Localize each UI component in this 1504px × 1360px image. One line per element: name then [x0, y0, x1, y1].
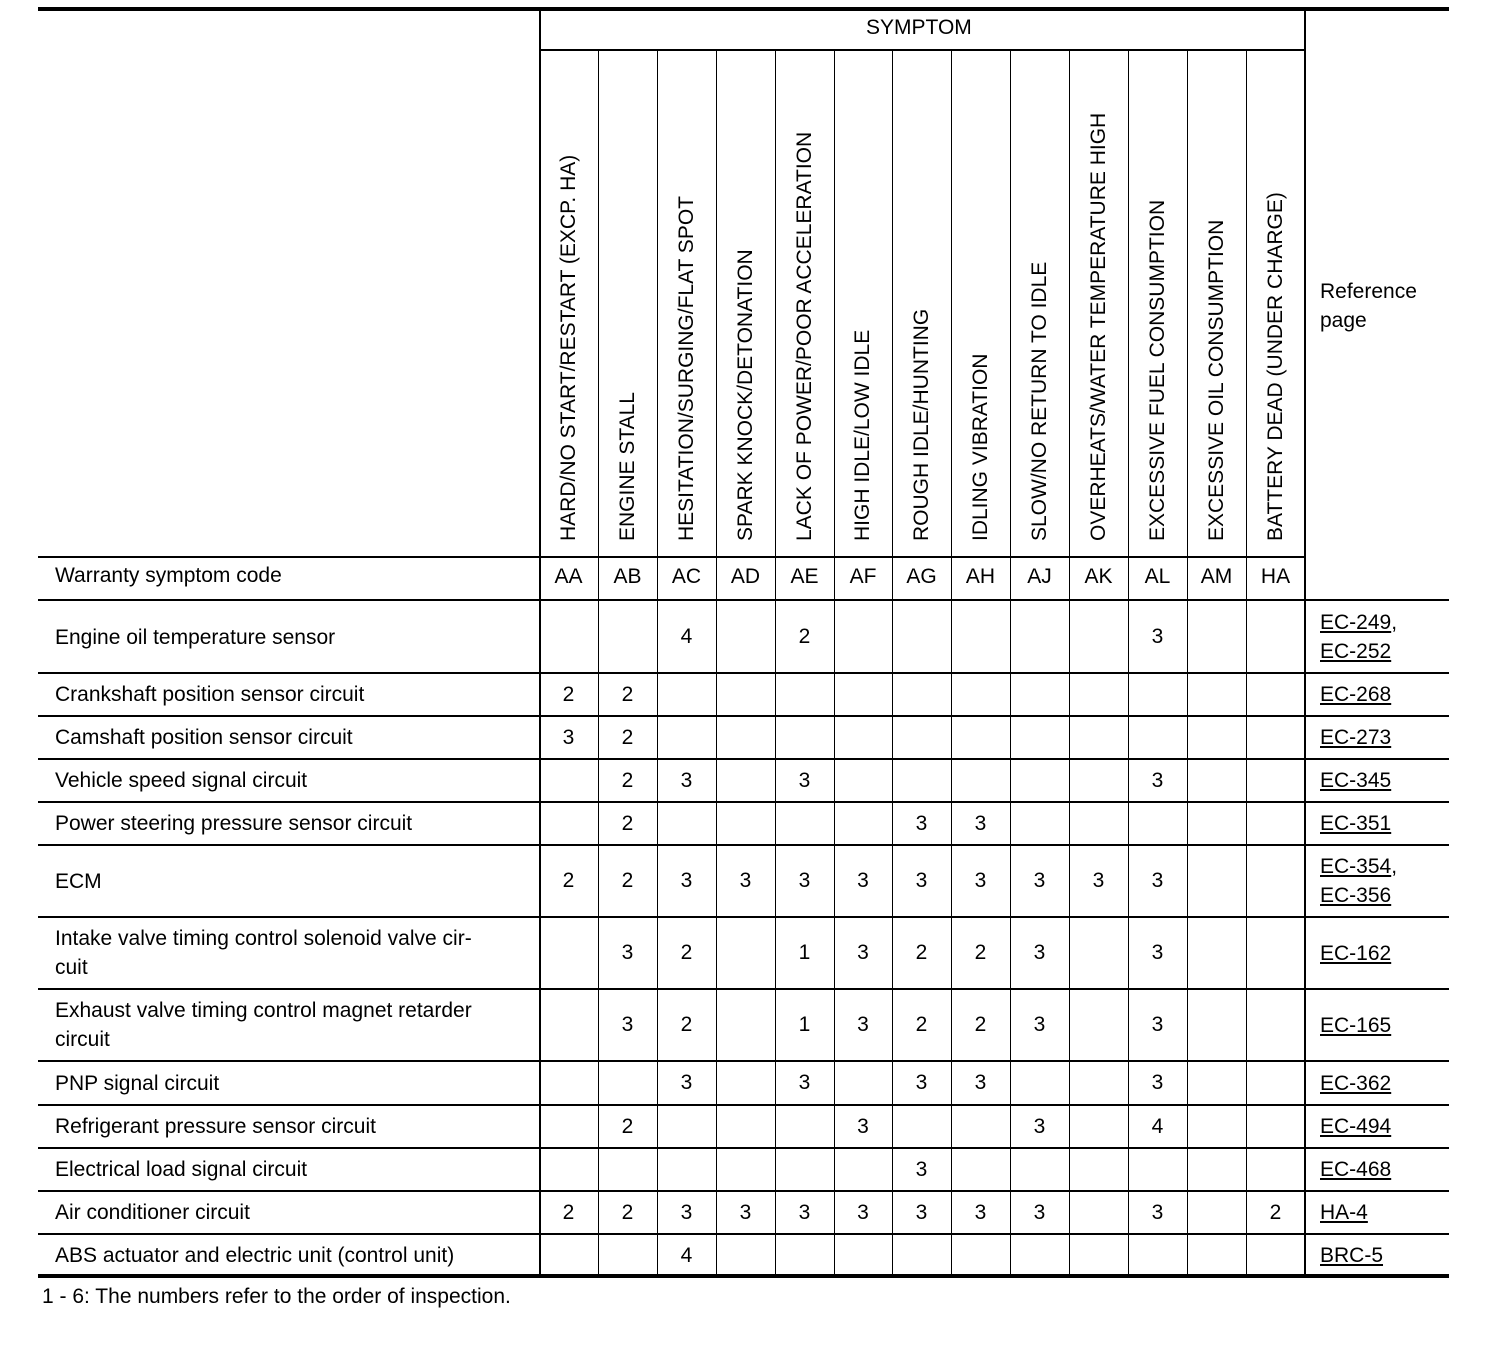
inspection-order-value: 3 [857, 1114, 869, 1138]
column-divider [598, 49, 599, 1276]
symptom-column-header: HESITATION/SURGING/FLAT SPOT [674, 196, 698, 541]
reference-page-links [1320, 809, 1391, 838]
row-separator [38, 1104, 1449, 1106]
inspection-order-value: 3 [915, 869, 928, 892]
inspection-order-value: 2 [974, 1013, 987, 1036]
inspection-order-value: 1 [798, 1013, 811, 1036]
inspection-order-value: 2 [562, 869, 575, 892]
warranty-symptom-code-label: Warranty symptom code [55, 564, 282, 587]
inspection-order-value: 2 [621, 725, 634, 749]
row-label [55, 1069, 219, 1098]
inspection-order-value: 3 [915, 1157, 928, 1181]
reference-page-links [1320, 1198, 1368, 1227]
inspection-order-value: 3 [974, 869, 987, 892]
reference-page-link[interactable]: EC-345 [1320, 769, 1392, 792]
inspection-order-value: 2 [621, 869, 634, 892]
reference-page-link[interactable]: EC-356 [1320, 884, 1392, 907]
inspection-order-value: 3 [1151, 1071, 1164, 1094]
reference-page-links [1320, 723, 1391, 752]
inspection-order-value: 3 [1151, 1200, 1164, 1224]
inspection-order-value: 3 [1033, 1013, 1046, 1036]
inspection-order-value: 3 [974, 1071, 987, 1094]
row-separator [38, 988, 1449, 990]
row-separator [38, 715, 1449, 717]
inspection-order-value: 4 [1151, 1114, 1164, 1138]
symptom-column-header: EXCESSIVE FUEL CONSUMPTION [1145, 199, 1169, 541]
column-divider [539, 9, 541, 1276]
inspection-order-value: 3 [1151, 869, 1164, 892]
inspection-order-value: 3 [798, 1071, 811, 1094]
row-label-line: Air conditioner circuit [55, 1201, 250, 1224]
inspection-order-value: 3 [857, 1200, 869, 1224]
reference-page-link[interactable]: EC-362 [1320, 1071, 1392, 1095]
warranty-code: AF [849, 565, 877, 588]
reference-page-link[interactable]: EC-494 [1320, 1115, 1392, 1138]
row-separator [38, 1190, 1449, 1192]
reference-page-links [1320, 1112, 1391, 1141]
row-label [55, 1241, 454, 1270]
inspection-order-value: 2 [621, 1114, 634, 1138]
inspection-order-value: 3 [915, 1200, 928, 1224]
reference-page-link[interactable]: EC-354 [1320, 855, 1392, 878]
inspection-order-value: 3 [680, 1200, 693, 1224]
column-divider [716, 49, 717, 1276]
warranty-code: AD [730, 565, 761, 588]
reference-page-links [1320, 1069, 1391, 1098]
reference-page-links: EC-249, EC-252 [1320, 611, 1398, 663]
reference-page-link[interactable]: EC-273 [1320, 726, 1392, 749]
reference-page-links [1320, 1155, 1391, 1184]
row-label [55, 766, 307, 795]
inspection-order-value: 4 [680, 1243, 693, 1267]
row-label-line: Exhaust valve timing control magnet retarder [55, 999, 472, 1022]
inspection-order-value: 3 [1151, 941, 1164, 964]
reference-column-divider [1304, 9, 1306, 1276]
inspection-order-value: 3 [1033, 1200, 1046, 1224]
inspection-order-value: 3 [680, 1071, 693, 1094]
inspection-order-value: 3 [974, 811, 987, 835]
reference-page-link[interactable]: EC-165 [1320, 1013, 1392, 1037]
row-separator [38, 1060, 1449, 1062]
inspection-order-value: 3 [1151, 768, 1164, 792]
symptom-column-header: OVERHEATS/WATER TEMPERATURE HIGH [1086, 112, 1110, 541]
row-separator [38, 1147, 1449, 1149]
symptom-column-header: IDLING VIBRATION [968, 353, 992, 541]
inspection-order-value: 3 [562, 725, 575, 749]
reference-page-link[interactable]: EC-468 [1320, 1158, 1392, 1181]
row-label [55, 723, 353, 752]
inspection-order-value: 2 [621, 1200, 634, 1224]
inspection-order-value: 3 [974, 1200, 987, 1224]
inspection-order-value: 2 [680, 941, 693, 964]
row-label-line: ECM [55, 869, 102, 893]
warranty-code: AA [554, 565, 583, 588]
inspection-order-value: 3 [739, 1200, 752, 1224]
reference-page-header [1320, 277, 1417, 335]
row-label [55, 809, 412, 838]
row-label-line: cuit [55, 956, 88, 979]
reference-page-link[interactable]: EC-351 [1320, 812, 1392, 835]
column-divider [1069, 49, 1070, 1276]
row-label-line: circuit [55, 1028, 110, 1051]
row-separator [38, 672, 1449, 674]
symptom-column-header: LACK OF POWER/POOR ACCELERATION [792, 131, 816, 541]
footnote: 1 - 6: The numbers refer to the order of inspection. [42, 1285, 511, 1308]
row-label [55, 1155, 307, 1184]
inspection-order-value: 2 [915, 1013, 928, 1036]
column-divider [1010, 49, 1011, 1276]
reference-page-links [1320, 766, 1391, 795]
inspection-order-value: 2 [562, 1200, 575, 1224]
warranty-code: AC [671, 565, 702, 588]
row-label-line: Vehicle speed signal circuit [55, 769, 308, 792]
inspection-order-value: 3 [915, 811, 928, 835]
row-label-line: Engine oil temperature sensor [55, 625, 336, 649]
row-separator [38, 758, 1449, 760]
row-label [55, 924, 472, 982]
row-label-line: Power steering pressure sensor circuit [55, 812, 413, 835]
symptom-column-header: ENGINE STALL [615, 392, 639, 541]
symptom-header: SYMPTOM [866, 16, 972, 39]
warranty-code: AG [906, 565, 937, 588]
row-label-line: Refrigerant pressure sensor circuit [55, 1115, 376, 1138]
symptom-column-header: HIGH IDLE/LOW IDLE [851, 329, 874, 541]
column-divider [834, 49, 835, 1276]
row-label [55, 867, 102, 896]
inspection-order-value: 3 [739, 869, 752, 892]
reference-page-link[interactable]: EC-268 [1320, 683, 1392, 706]
warranty-code: AB [613, 565, 642, 588]
row-label [55, 996, 472, 1054]
inspection-order-value: 3 [680, 869, 693, 892]
inspection-order-value: 3 [1151, 625, 1164, 648]
warranty-code: AL [1144, 565, 1171, 588]
inspection-order-value: 3 [798, 869, 811, 892]
row-label-line: Electrical load signal circuit [55, 1158, 308, 1181]
inspection-order-value: 3 [621, 941, 634, 964]
reference-page-link[interactable]: BRC-5 [1320, 1244, 1384, 1267]
row-separator [38, 916, 1449, 918]
row-separator [38, 801, 1449, 803]
warranty-code: AH [965, 565, 996, 588]
row-label [55, 680, 364, 709]
symptom-column-header: EXCESSIVE OIL CONSUMPTION [1204, 219, 1228, 541]
symptom-column-header: HARD/NO START/RESTART (EXCP. HA) [556, 154, 580, 541]
reference-page-link[interactable]: EC-162 [1320, 941, 1392, 965]
row-label-line: Camshaft position sensor circuit [55, 726, 353, 749]
symptom-header-rule [539, 49, 1306, 51]
row-label-line: PNP signal circuit [55, 1071, 220, 1095]
inspection-order-value: 3 [915, 1071, 928, 1094]
symptom-column-header: SPARK KNOCK/DETONATION [733, 249, 757, 541]
reference-page-links [1320, 680, 1391, 709]
reference-page-link[interactable]: EC-249 [1320, 611, 1392, 634]
inspection-order-value: 3 [798, 1200, 811, 1224]
row-label-line: ABS actuator and electric unit (control unit) [55, 1244, 455, 1267]
reference-header-line-1: Reference [1320, 280, 1417, 303]
row-separator [38, 844, 1449, 846]
row-label [55, 1198, 250, 1227]
inspection-order-value: 2 [974, 941, 987, 964]
row-label [55, 1112, 376, 1141]
inspection-order-value: 3 [857, 941, 869, 964]
warranty-code: HA [1260, 565, 1291, 588]
inspection-order-value: 2 [621, 768, 634, 792]
inspection-order-value: 2 [798, 625, 811, 648]
column-divider [1187, 49, 1188, 1276]
reference-page-link[interactable]: HA-4 [1320, 1201, 1368, 1224]
inspection-order-value: 3 [857, 869, 869, 892]
warranty-code: AM [1200, 565, 1233, 588]
header-bottom-rule [38, 556, 1305, 558]
inspection-order-value: 2 [1269, 1200, 1282, 1224]
row-separator [38, 1233, 1449, 1235]
inspection-order-value: 3 [1033, 869, 1046, 892]
inspection-order-value: 3 [621, 1013, 634, 1036]
warranty-row-rule [38, 599, 1449, 601]
top-border [38, 7, 1449, 11]
warranty-code: AE [790, 565, 819, 588]
inspection-order-value: 3 [798, 768, 811, 792]
inspection-order-value: 1 [798, 941, 811, 964]
warranty-code: AJ [1027, 565, 1052, 588]
reference-header-line-2: page [1320, 309, 1367, 332]
inspection-order-value: 3 [1033, 1114, 1046, 1138]
symptom-column-header: ROUGH IDLE/HUNTING [909, 308, 933, 541]
reference-page-links [1320, 939, 1391, 968]
reference-page-links: EC-354, EC-356 [1320, 855, 1398, 907]
symptom-column-header: BATTERY DEAD (UNDER CHARGE) [1263, 192, 1287, 541]
inspection-order-value: 2 [915, 941, 928, 964]
inspection-order-value: 3 [857, 1013, 869, 1036]
inspection-order-value: 2 [680, 1013, 693, 1036]
inspection-order-value: 3 [1033, 941, 1046, 964]
inspection-order-value: 2 [562, 682, 575, 706]
column-divider [1246, 49, 1247, 1276]
bottom-border [38, 1274, 1449, 1278]
inspection-order-value: 3 [1092, 869, 1105, 892]
row-label-line: Intake valve timing control solenoid valve cir- [55, 927, 472, 950]
inspection-order-value: 3 [1151, 1013, 1164, 1036]
inspection-order-value: 2 [621, 682, 634, 706]
inspection-order-value: 3 [680, 768, 693, 792]
row-label-line: Crankshaft position sensor circuit [55, 683, 365, 706]
inspection-order-value: 2 [621, 811, 634, 835]
reference-page-links [1320, 1011, 1391, 1040]
reference-page-links [1320, 1241, 1383, 1270]
symptom-column-header: SLOW/NO RETURN TO IDLE [1027, 261, 1051, 541]
inspection-order-value: 4 [680, 625, 693, 648]
row-label [55, 623, 335, 652]
reference-page-link[interactable]: EC-252 [1320, 640, 1392, 663]
warranty-code: AK [1084, 565, 1113, 588]
